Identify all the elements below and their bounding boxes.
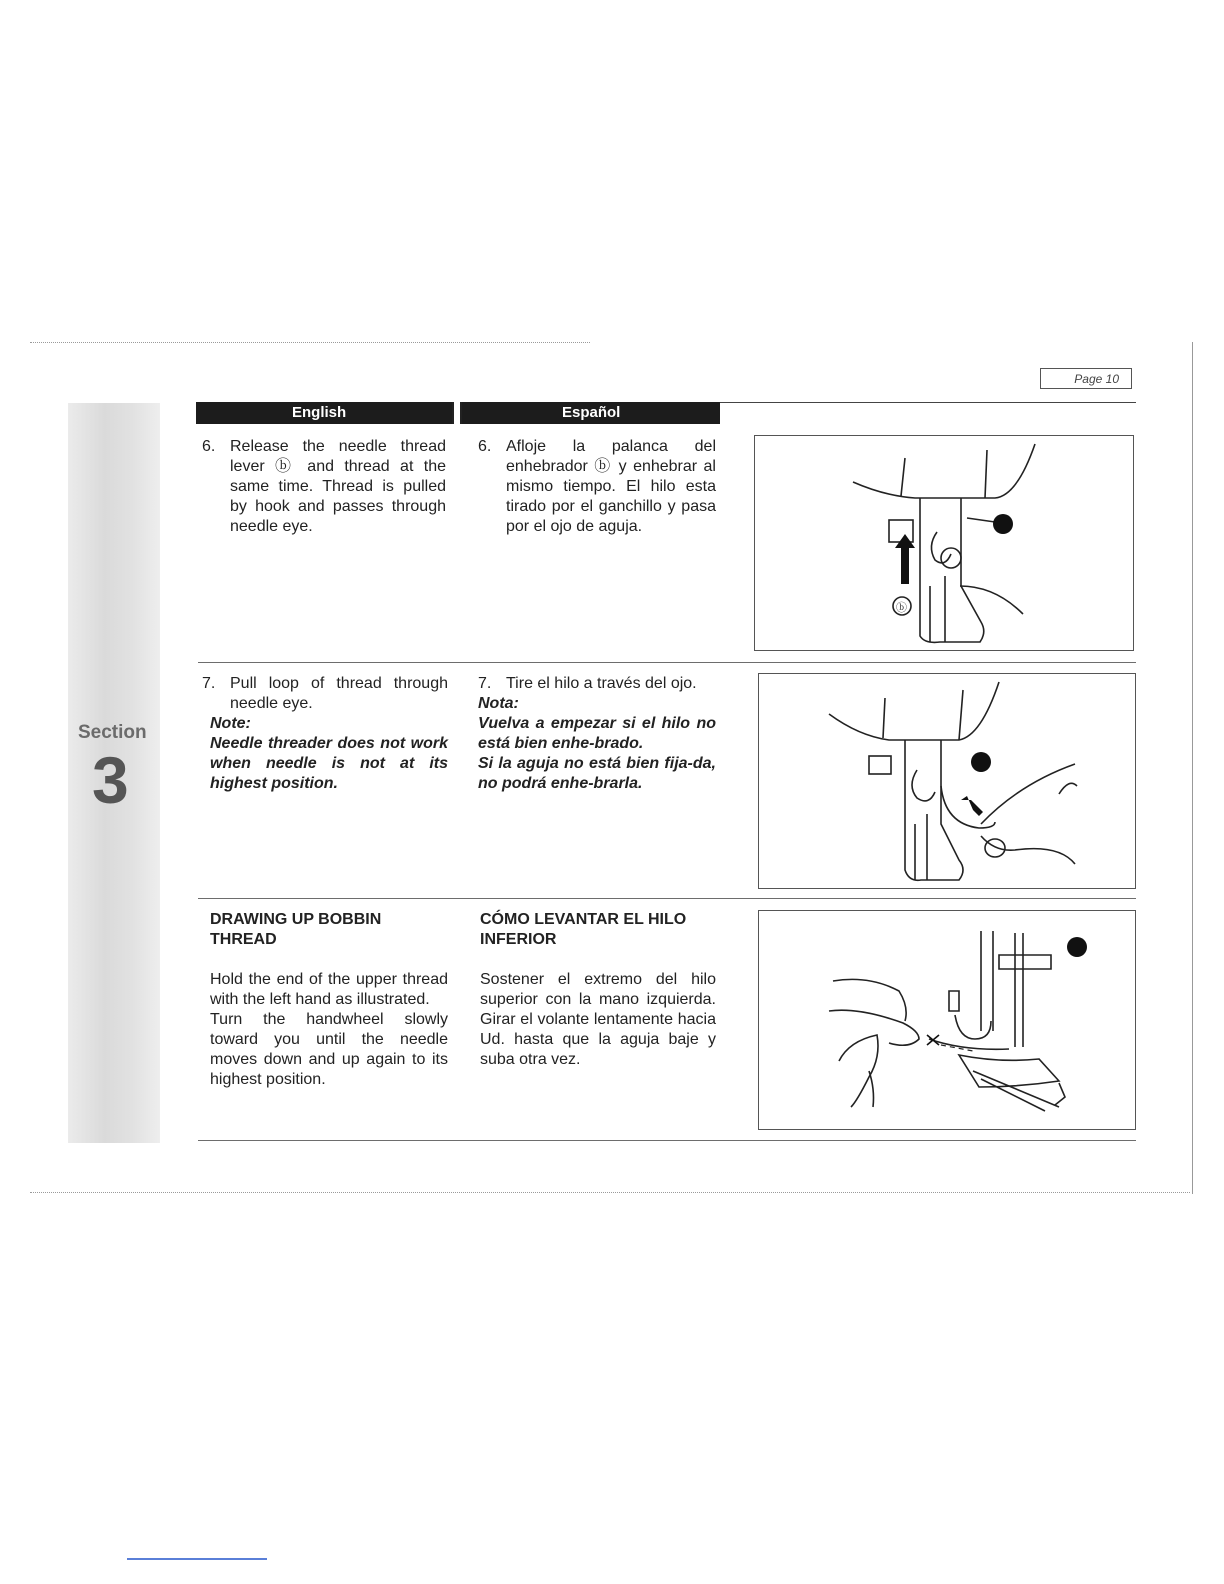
divider-2: [198, 898, 1136, 899]
english-column-header: [196, 402, 452, 424]
scan-mark-blue: [127, 1558, 267, 1560]
figure-threader-lever: [754, 435, 1134, 651]
step6-english: [202, 437, 446, 537]
scan-dotted-line-bottom: [30, 1192, 1190, 1193]
step7-english: [202, 674, 448, 794]
english-header-label: English: [292, 404, 347, 421]
step6-english-item: [202, 437, 446, 537]
bobbin-english-para-1: Hold the end of the upper thread with the left hand as illustrated.: [210, 971, 448, 1008]
step7-english-item: [202, 674, 448, 714]
pull-loop-illustration: [759, 674, 1135, 888]
step7-spanish-note-text-2: Si la aguja no está bien fija-da, no podrá enhe-brarla.: [478, 755, 716, 792]
bobbin-spanish-heading-2: INFERIOR: [480, 931, 557, 948]
section-number: 3: [92, 743, 129, 817]
step7-english-text: Pull loop of thread through needle eye.: [230, 675, 448, 712]
step6-spanish-item: [478, 437, 716, 537]
threader-lever-illustration: [755, 436, 1133, 650]
bobbin-english: [210, 910, 448, 1090]
step6-spanish-text: Afloje la palanca del enhebrador ⓑ y enhebrar al mismo tiempo. El hilo esta tirado por el ganchillo y pasa por el ojo de aguja.: [506, 438, 716, 535]
scan-edge-right: [1192, 342, 1193, 1194]
step7-english-note-title: Note:: [210, 715, 251, 732]
page-number-text: Page 10: [1074, 372, 1119, 386]
step6-spanish: [478, 437, 716, 537]
divider-3: [198, 1140, 1136, 1141]
step7-spanish-text: Tire el hilo a través del ojo.: [506, 675, 697, 692]
step7-spanish-item: [478, 674, 716, 694]
step6-english-text: Release the needle thread lever ⓑ and thread at the same time. Thread is pulled by hook and passes through needle eye.: [230, 438, 446, 535]
step7-english-number: 7.: [202, 675, 216, 692]
step7-spanish-note-text-1: Vuelva a empezar si el hilo no está bien enhe-brado.: [478, 715, 716, 752]
bobbin-english-heading-2: THREAD: [210, 931, 277, 948]
page-number: [1040, 368, 1132, 389]
spanish-header-label: Español: [562, 404, 621, 421]
bobbin-english-heading-1: DRAWING UP BOBBIN: [210, 911, 382, 928]
header-divider: [452, 402, 462, 424]
bobbin-spanish-heading-1: CÓMO LEVANTAR EL HILO: [480, 911, 687, 928]
step7-english-note-text: Needle threader does not work when needle is not at its highest position.: [210, 735, 448, 792]
step7-spanish: [478, 674, 716, 794]
figure-hold-upper-thread: [758, 910, 1136, 1130]
bobbin-english-para-2: Turn the handwheel slowly toward you until the needle moves down and up again to its highest position.: [210, 1011, 448, 1088]
hold-thread-illustration: [759, 911, 1135, 1129]
scan-dotted-line-top: [30, 342, 590, 343]
section-label: Section: [78, 722, 147, 743]
divider-1: [198, 662, 1136, 663]
header-rule: [720, 402, 1136, 403]
spanish-column-header: [462, 402, 720, 424]
step7-spanish-number: 7.: [478, 675, 492, 692]
figure-label-b: ⓑ: [896, 602, 907, 614]
step6-spanish-number: 6.: [478, 438, 492, 455]
figure-pull-thread-loop: [758, 673, 1136, 889]
bobbin-spanish-para: Sostener el extremo del hilo superior con la mano izquierda. Girar el volante lentamente hacia Ud. hasta que la aguja baje y suba otra vez.: [480, 971, 716, 1068]
bobbin-spanish: [480, 910, 716, 1070]
step6-english-number: 6.: [202, 438, 216, 455]
step7-spanish-note-title: Nota:: [478, 695, 519, 712]
